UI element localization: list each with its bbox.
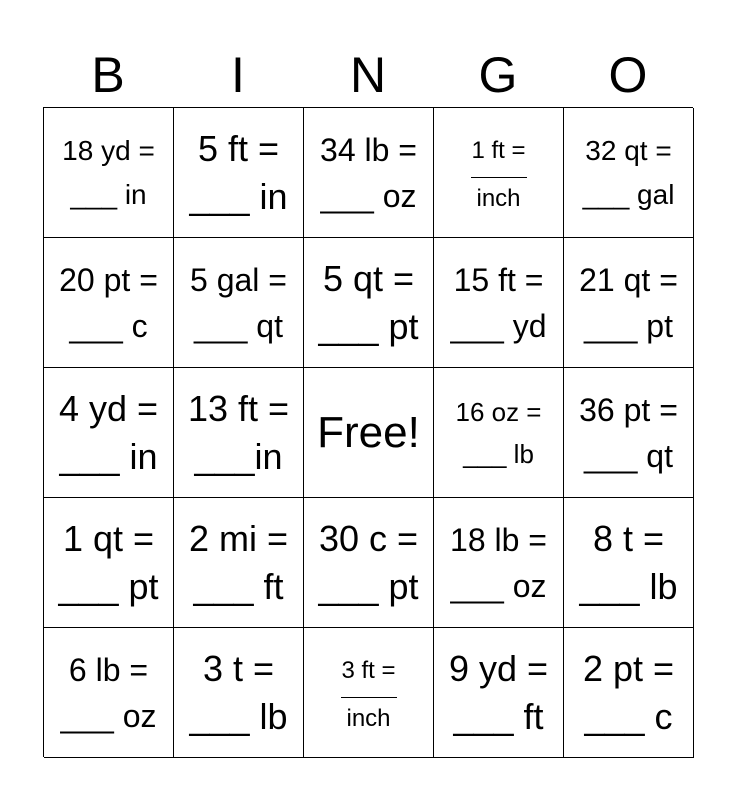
cell-answer-blank: ___in [194, 435, 283, 477]
cell-question: 16 oz = [455, 396, 542, 427]
bingo-cell[interactable] [564, 368, 694, 498]
cell-question: 3 ft = [341, 657, 396, 684]
cell-question: 2 pt = [582, 647, 675, 689]
cell-question: 36 pt = [579, 391, 678, 428]
header-letter-i: I [231, 47, 245, 103]
bingo-cell[interactable] [174, 368, 304, 498]
cell-question: 3 t = [202, 647, 275, 689]
header-letter-g: G [478, 47, 518, 103]
cell-question: 9 yd = [448, 647, 549, 689]
cell-answer-blank: ___ oz [60, 697, 157, 734]
cell-answer-blank: ___ lb [579, 565, 678, 607]
cell-answer-blank: ___ c [584, 695, 673, 737]
bingo-cell[interactable] [564, 628, 694, 758]
header-letter-b: B [91, 47, 125, 103]
bingo-cell[interactable] [434, 498, 564, 628]
cell-answer-blank: ___ qt [584, 437, 673, 474]
answer-blank-line [341, 697, 397, 698]
bingo-cell[interactable] [434, 368, 564, 498]
bingo-cell[interactable] [434, 108, 564, 238]
bingo-cell[interactable] [44, 108, 174, 238]
free-space-label: Free! [317, 407, 420, 457]
bingo-cell[interactable] [564, 108, 694, 238]
cell-question: 5 qt = [322, 257, 415, 299]
bingo-cell[interactable] [304, 238, 434, 368]
cell-answer-blank: ___ ft [453, 695, 544, 737]
cell-unit: inch [476, 185, 521, 212]
cell-answer-blank: ___ in [70, 178, 147, 210]
cell-answer-blank: ___ yd [450, 307, 547, 344]
bingo-cell[interactable] [44, 238, 174, 368]
bingo-cell[interactable] [44, 368, 174, 498]
header-letter-n: N [349, 47, 387, 103]
cell-question: 1 ft = [471, 137, 526, 164]
bingo-board [43, 107, 693, 757]
bingo-cell[interactable] [304, 108, 434, 238]
cell-answer-blank: ___ lb [189, 695, 288, 737]
cell-question: 4 yd = [58, 387, 159, 429]
bingo-cell[interactable] [304, 498, 434, 628]
bingo-cell[interactable] [44, 628, 174, 758]
cell-answer-blank: ___ c [69, 307, 148, 344]
cell-answer-blank: ___ lb [463, 438, 534, 469]
bingo-cell[interactable] [564, 238, 694, 368]
cell-question: 5 gal = [190, 261, 287, 298]
cell-question: 2 mi = [188, 517, 289, 559]
answer-blank-line [471, 177, 527, 178]
bingo-cell[interactable] [44, 498, 174, 628]
cell-answer-blank: ___ pt [58, 565, 159, 607]
bingo-cell[interactable] [304, 628, 434, 758]
cell-answer-blank: ___ pt [584, 307, 673, 344]
cell-answer-blank: ___ pt [318, 305, 419, 347]
cell-question: 1 qt = [62, 517, 155, 559]
cell-question: 34 lb = [320, 131, 417, 168]
cell-answer-blank: ___ in [189, 175, 288, 217]
cell-answer-blank: ___ gal [582, 178, 675, 210]
bingo-cell[interactable] [434, 238, 564, 368]
cell-answer-blank: ___ qt [194, 307, 283, 344]
bingo-cell[interactable] [174, 498, 304, 628]
cell-question: 8 t = [592, 517, 665, 559]
header-letter-o: O [608, 47, 648, 103]
cell-question: 15 ft = [453, 261, 544, 298]
bingo-cell[interactable] [174, 238, 304, 368]
cell-answer-blank: ___ in [59, 435, 158, 477]
free-space-cell[interactable] [304, 368, 434, 498]
cell-question: 18 yd = [62, 134, 155, 166]
cell-question: 13 ft = [187, 387, 290, 429]
bingo-header [43, 44, 693, 106]
cell-answer-blank: ___ pt [318, 565, 419, 607]
cell-question: 21 qt = [579, 261, 678, 298]
cell-unit: inch [346, 705, 391, 732]
cell-question: 30 c = [318, 517, 419, 559]
cell-question: 20 pt = [59, 261, 158, 298]
bingo-cell[interactable] [564, 498, 694, 628]
cell-answer-blank: ___ oz [320, 177, 417, 214]
bingo-cell[interactable] [434, 628, 564, 758]
cell-question: 5 ft = [197, 127, 280, 169]
cell-question: 6 lb = [68, 651, 149, 688]
cell-answer-blank: ___ oz [450, 567, 547, 604]
bingo-cell[interactable] [174, 628, 304, 758]
cell-question: 32 qt = [585, 134, 672, 166]
bingo-cell[interactable] [174, 108, 304, 238]
cell-question: 18 lb = [450, 521, 547, 558]
cell-answer-blank: ___ ft [193, 565, 284, 607]
